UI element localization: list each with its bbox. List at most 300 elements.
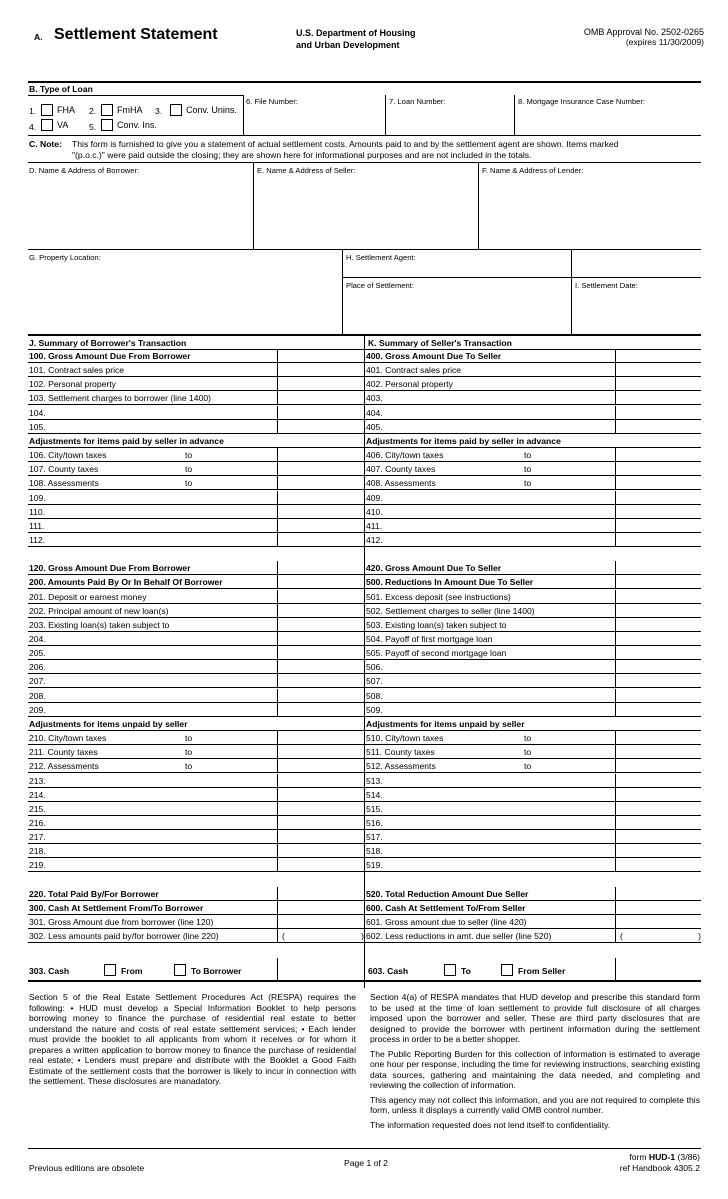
row-label: 519. <box>366 860 383 871</box>
amount-field[interactable] <box>277 802 365 815</box>
seller-cash-to-checkbox[interactable] <box>444 964 456 976</box>
form-date: (3/86) <box>677 1152 700 1162</box>
previous-editions-note: Previous editions are obsolete <box>29 1163 145 1173</box>
amount-field[interactable] <box>277 660 365 673</box>
amount-field[interactable] <box>615 901 702 914</box>
row-label: 219. <box>29 860 46 871</box>
table-row <box>28 901 364 915</box>
spacer-row <box>28 873 364 887</box>
row-label: 403. <box>366 393 383 404</box>
row-label: 520. Total Reduction Amount Due Seller <box>366 888 529 899</box>
row-label: 404. <box>366 407 383 418</box>
table-row <box>28 759 364 773</box>
to-label: to <box>185 450 193 461</box>
amount-field[interactable] <box>277 406 365 419</box>
page-number: Page 1 of 2 <box>344 1158 388 1168</box>
table-row <box>365 816 701 830</box>
rule <box>28 135 701 136</box>
row-label: 103. Settlement charges to borrower (line 1400) <box>29 393 212 404</box>
loan-option-num: 3. <box>155 106 163 116</box>
table-row <box>28 618 364 632</box>
amount-field[interactable] <box>277 703 365 716</box>
amount-field[interactable] <box>615 674 702 687</box>
fmha-checkbox[interactable] <box>101 104 113 116</box>
amount-field[interactable] <box>277 575 365 588</box>
amount-field[interactable] <box>277 462 365 475</box>
page-title: Settlement Statement <box>54 26 218 43</box>
bottom-rule <box>28 1148 701 1149</box>
close-paren: ) <box>698 931 701 942</box>
table-row <box>365 830 701 844</box>
seller-address-label: E. Name & Address of Seller: <box>257 166 356 175</box>
borrower-address-label: D. Name & Address of Borrower: <box>29 166 140 175</box>
amount-field[interactable] <box>277 448 365 461</box>
amount-field[interactable] <box>277 561 365 574</box>
row-label: 202. Principal amount of new loan(s) <box>29 605 169 616</box>
amount-field[interactable] <box>615 646 702 659</box>
rule <box>28 162 701 163</box>
row-label: Adjustments for items paid by seller in advance <box>366 435 561 446</box>
amount-field[interactable] <box>615 816 702 829</box>
amount-field[interactable] <box>277 774 365 787</box>
table-row <box>365 561 701 575</box>
row-label: 420. Gross Amount Due To Seller <box>366 563 502 574</box>
borrower-cash-amount[interactable] <box>278 958 364 979</box>
table-row <box>365 519 701 533</box>
row-label: 209. <box>29 704 46 715</box>
amount-field[interactable] <box>277 420 365 433</box>
row-label: 507. <box>366 676 383 687</box>
loan-number-label: 7. Loan Number: <box>389 97 446 106</box>
table-row <box>365 377 701 391</box>
amount-field[interactable] <box>277 858 365 871</box>
amount-field[interactable] <box>277 505 365 518</box>
amount-field[interactable] <box>615 406 702 419</box>
table-row <box>365 575 701 589</box>
row-label: 408. Assessments <box>366 478 436 489</box>
row-label: 300. Cash At Settlement From/To Borrower <box>29 902 204 913</box>
amount-field[interactable] <box>615 731 702 744</box>
row-label: 205. <box>29 648 46 659</box>
row-label: 516. <box>366 817 383 828</box>
amount-field[interactable] <box>615 561 702 574</box>
file-number-label: 6. File Number: <box>246 97 298 106</box>
row-label: 412. <box>366 534 383 545</box>
amount-field[interactable] <box>615 759 702 772</box>
row-label: 104. <box>29 407 46 418</box>
row-label: 207. <box>29 676 46 687</box>
table-row <box>365 476 701 490</box>
table-row <box>28 660 364 674</box>
conv-unins-label: Conv. Unins. <box>186 105 237 115</box>
seller-summary-title: K. Summary of Seller's Transaction <box>368 338 512 348</box>
amount-field[interactable] <box>277 391 365 404</box>
table-row <box>365 844 701 858</box>
table-row <box>28 462 364 476</box>
row-label: 601. Gross amount due to seller (line 420) <box>366 917 527 927</box>
fha-label: FHA <box>57 105 75 115</box>
amount-field[interactable] <box>277 533 365 546</box>
amount-field[interactable] <box>615 830 702 843</box>
row-label: 210. City/town taxes <box>29 733 107 744</box>
row-label: 517. <box>366 832 383 843</box>
row-label: 409. <box>366 492 383 503</box>
amount-field[interactable] <box>615 476 702 489</box>
table-row <box>365 462 701 476</box>
table-row <box>365 349 701 363</box>
row-label: 216. <box>29 817 46 828</box>
amount-field[interactable] <box>277 731 365 744</box>
fha-checkbox[interactable] <box>41 104 53 116</box>
table-row <box>28 505 364 519</box>
table-row <box>365 717 701 731</box>
amount-field[interactable] <box>615 915 702 928</box>
row-label: 506. <box>366 662 383 673</box>
amount-field[interactable] <box>615 519 702 532</box>
amount-field[interactable] <box>615 575 702 588</box>
table-row <box>365 448 701 462</box>
place-of-settlement-label: Place of Settlement: <box>346 281 414 290</box>
table-row <box>365 731 701 745</box>
amount-field[interactable] <box>615 363 702 376</box>
row-label: 203. Existing loan(s) taken subject to <box>29 619 170 630</box>
top-rule <box>28 81 701 83</box>
table-row <box>28 915 364 929</box>
row-label: 602. Less reductions in amt. due seller (line 520) <box>366 931 552 942</box>
amount-field[interactable] <box>277 604 365 617</box>
row-label: 200. Amounts Paid By Or In Behalf Of Borrower <box>29 577 223 588</box>
row-label: 111. <box>29 520 45 531</box>
rule <box>571 249 572 277</box>
table-row <box>28 363 364 377</box>
borrower-cash-label: 303. Cash <box>29 966 70 976</box>
table-row <box>28 887 364 901</box>
amount-field[interactable] <box>615 632 702 645</box>
table-row <box>28 674 364 688</box>
amount-field[interactable] <box>615 533 702 546</box>
table-row <box>365 505 701 519</box>
place-of-settlement-field[interactable] <box>343 291 571 333</box>
amount-field[interactable] <box>277 745 365 758</box>
conv-ins-checkbox[interactable] <box>101 119 113 131</box>
form-name: HUD-1 <box>648 1152 676 1162</box>
dept-line1: U.S. Department of Housing <box>296 28 416 38</box>
table-row <box>28 391 364 405</box>
open-paren: ( <box>620 931 623 942</box>
to-label: to <box>524 747 532 758</box>
amount-field[interactable] <box>615 448 702 461</box>
amount-field[interactable] <box>277 788 365 801</box>
amount-field[interactable] <box>615 420 702 433</box>
amount-field[interactable] <box>277 632 365 645</box>
amount-field[interactable] <box>277 689 365 702</box>
amount-field[interactable] <box>615 505 702 518</box>
table-row <box>28 377 364 391</box>
table-row <box>28 788 364 802</box>
lender-address-field[interactable] <box>479 176 701 248</box>
table-row <box>28 689 364 703</box>
amount-field[interactable] <box>277 844 365 857</box>
table-row <box>28 349 364 363</box>
amount-field[interactable] <box>277 887 365 900</box>
lender-address-label: F. Name & Address of Lender: <box>482 166 584 175</box>
amount-field[interactable] <box>615 660 702 673</box>
table-row <box>28 830 364 844</box>
table-row <box>28 604 364 618</box>
seller-address-field[interactable] <box>254 176 478 248</box>
table-row <box>28 590 364 604</box>
row-label: 513. <box>366 775 383 786</box>
conv-unins-checkbox[interactable] <box>170 104 182 116</box>
to-label: to <box>524 450 532 461</box>
table-row <box>365 774 701 788</box>
seller-cash-from-checkbox[interactable] <box>501 964 513 976</box>
row-label: 410. <box>366 506 383 517</box>
to-label: to <box>524 733 532 744</box>
table-row <box>28 533 364 547</box>
property-location-label: G. Property Location: <box>29 253 101 262</box>
table-row <box>365 604 701 618</box>
row-label: 218. <box>29 846 46 857</box>
table-row <box>365 674 701 688</box>
seller-cash-amount[interactable] <box>616 958 701 979</box>
form-id <box>629 1152 700 1162</box>
table-row <box>28 858 364 872</box>
borrower-cash-from-label: From <box>121 966 143 976</box>
borrower-cash-to-checkbox[interactable] <box>174 964 186 976</box>
amount-field[interactable] <box>615 788 702 801</box>
table-row <box>28 745 364 759</box>
row-label: 213. <box>29 775 46 786</box>
table-row <box>28 420 364 434</box>
row-label: 301. Gross Amount due from borrower (line 120) <box>29 917 214 927</box>
table-row <box>365 929 701 943</box>
row-label: 509. <box>366 704 383 715</box>
loan-option-num: 5. <box>89 122 97 132</box>
row-label: 208. <box>29 690 46 701</box>
table-row <box>28 561 364 575</box>
amount-field[interactable] <box>277 590 365 603</box>
row-label: Adjustments for items unpaid by seller <box>366 718 525 729</box>
amount-field[interactable] <box>277 830 365 843</box>
amount-field[interactable] <box>615 858 702 871</box>
row-label: 120. Gross Amount Due From Borrower <box>29 563 191 574</box>
table-row <box>28 406 364 420</box>
rule <box>28 980 701 982</box>
row-label: 212. Assessments <box>29 761 99 772</box>
table-row <box>28 448 364 462</box>
rule <box>28 249 701 250</box>
table-row <box>365 646 701 660</box>
amount-field[interactable] <box>277 363 365 376</box>
spacer-row <box>365 547 701 561</box>
row-label: 107. County taxes <box>29 464 99 475</box>
type-of-loan-heading: B. Type of Loan <box>29 84 93 94</box>
borrower-cash-from-checkbox[interactable] <box>104 964 116 976</box>
respa-section5-text: Section 5 of the Real Estate Settlement Procedures Act (RESPA) requires the following: • HUD must develop a Special Information Booklet to help persons borrowing money to finance the purchase of residential real estate to better understand the nature and costs of real estate settlement services; • Each lender must provide the booklet to all applicants from whom it receives or for whom it prepares a written application to borrow money to finance the purchase of residential real estate; • Lenders must prepare and distribute with the Booklet a Good Faith Estimate of the settlement costs that the borrower is likely to incur in connection with the settlement. These disclosures are manadatory. <box>29 992 356 1086</box>
to-label: to <box>524 464 532 475</box>
row-label: 109. <box>29 492 46 503</box>
row-label: 501. Excess deposit (see instructions) <box>366 591 511 602</box>
table-row <box>365 802 701 816</box>
amount-field[interactable] <box>615 377 702 390</box>
amount-field[interactable] <box>277 929 365 942</box>
amount-field[interactable] <box>277 674 365 687</box>
table-row <box>28 731 364 745</box>
table-row <box>365 533 701 547</box>
settlement-agent-field[interactable] <box>343 263 571 276</box>
amount-field[interactable] <box>277 349 365 362</box>
property-location-field[interactable] <box>28 263 342 333</box>
amount-field[interactable] <box>615 929 702 942</box>
respa-section4-text: Section 4(a) of RESPA mandates that HUD develop and prescribe this standard form to be used at the time of loan settlement to provide full disclosure of all charges imposed upon the borrower and seller. These are third party disclosures that are designed to provide the borrower with pertinent information during the settlement process in order to be a better shopper. The Public Reporting Burden for this collection of information is estimated to average one hour per response, including the time for reviewing instructions, searching existing data sources, gathering and maintaining the data needed, and completing and reviewing the collection of information. This agency may not collect this information, and you are not required to complete this form, unless it displays a currently valid OMB control number. The information requested does not lend itself to confidentiality. <box>370 992 700 1130</box>
row-label: 206. <box>29 662 46 673</box>
table-row <box>28 717 364 731</box>
row-label: 402. Personal property <box>366 379 453 390</box>
row-label: 401. Contract sales price <box>366 365 462 376</box>
amount-field[interactable] <box>277 476 365 489</box>
row-label: 511. County taxes <box>366 747 435 758</box>
amount-field[interactable] <box>615 618 702 631</box>
amount-field[interactable] <box>277 759 365 772</box>
table-row <box>28 816 364 830</box>
table-row <box>365 915 701 929</box>
settlement-date-label: I. Settlement Date: <box>575 281 638 290</box>
file-loan-number-fields[interactable] <box>243 106 701 135</box>
va-checkbox[interactable] <box>41 119 53 131</box>
to-label: to <box>185 747 193 758</box>
settlement-agent-label: H. Settlement Agent: <box>346 253 416 262</box>
table-row <box>365 391 701 405</box>
amount-field[interactable] <box>615 703 702 716</box>
table-row <box>365 660 701 674</box>
row-label: 515. <box>366 803 383 814</box>
row-label: 406. City/town taxes <box>366 450 444 461</box>
note-line1: This form is furnished to give you a statement of actual settlement costs. Amounts paid to and by the settlement agent are shown. Items marked <box>72 139 619 149</box>
table-row <box>28 434 364 448</box>
row-label: 514. <box>366 789 383 800</box>
table-row <box>365 590 701 604</box>
amount-field[interactable] <box>615 774 702 787</box>
table-row <box>28 575 364 589</box>
table-row <box>365 887 701 901</box>
to-label: to <box>524 478 532 489</box>
row-label: 220. Total Paid By/For Borrower <box>29 888 159 899</box>
row-label: 405. <box>366 421 383 432</box>
mortgage-case-label: 8. Mortgage Insurance Case Number: <box>518 97 646 106</box>
amount-field[interactable] <box>615 391 702 404</box>
loan-option-num: 2. <box>89 106 97 116</box>
amount-field[interactable] <box>615 349 702 362</box>
amount-field[interactable] <box>277 491 365 504</box>
table-row <box>365 618 701 632</box>
fmha-label: FmHA <box>117 105 143 115</box>
omb-approval: OMB Approval No. 2502-0265 <box>583 27 704 37</box>
seller-cash-to-label: To <box>461 966 471 976</box>
dept-line2: and Urban Development <box>296 40 400 50</box>
row-label: 102. Personal property <box>29 379 116 390</box>
table-row <box>365 420 701 434</box>
amount-field[interactable] <box>615 590 702 603</box>
seller-cash-label: 603. Cash <box>368 966 409 976</box>
table-row <box>365 406 701 420</box>
table-row <box>28 802 364 816</box>
row-label: 101. Contract sales price <box>29 365 125 376</box>
table-row <box>365 901 701 915</box>
seller-cash-from-label: From Seller <box>518 966 566 976</box>
amount-field[interactable] <box>615 491 702 504</box>
table-row <box>365 491 701 505</box>
settlement-date-field[interactable] <box>572 291 701 333</box>
row-label: 407. County taxes <box>366 464 436 475</box>
amount-field[interactable] <box>615 462 702 475</box>
spacer-row <box>365 873 701 887</box>
row-label: 503. Existing loan(s) taken subject to <box>366 619 507 630</box>
amount-field[interactable] <box>277 816 365 829</box>
amount-field[interactable] <box>615 604 702 617</box>
to-label: to <box>185 761 193 772</box>
conv-ins-label: Conv. Ins. <box>117 120 157 130</box>
table-row <box>365 788 701 802</box>
handbook-ref: ref Handbook 4305.2 <box>619 1163 700 1173</box>
row-label: 217. <box>29 832 46 843</box>
table-row <box>28 774 364 788</box>
amount-field[interactable] <box>615 689 702 702</box>
row-label: 600. Cash At Settlement To/From Seller <box>366 902 526 913</box>
row-label: 512. Assessments <box>366 761 436 772</box>
to-label: to <box>185 733 193 744</box>
spacer-row <box>28 547 364 561</box>
borrower-summary-title: J. Summary of Borrower's Transaction <box>29 338 187 348</box>
table-row <box>365 363 701 377</box>
table-row <box>365 632 701 646</box>
section-letter-a: A. <box>34 32 43 42</box>
row-label: 400. Gross Amount Due To Seller <box>366 351 502 361</box>
row-label: 204. <box>29 634 46 644</box>
amount-field[interactable] <box>277 618 365 631</box>
table-row <box>365 703 701 717</box>
amount-field[interactable] <box>615 802 702 815</box>
row-label: 508. <box>366 690 383 701</box>
table-row <box>365 434 701 448</box>
amount-field[interactable] <box>277 377 365 390</box>
to-label: to <box>524 761 532 772</box>
amount-field[interactable] <box>615 844 702 857</box>
amount-field[interactable] <box>277 901 365 914</box>
amount-field[interactable] <box>277 519 365 532</box>
row-label: 110. <box>29 506 46 517</box>
amount-field[interactable] <box>277 915 365 928</box>
row-label: 100. Gross Amount Due From Borrower <box>29 351 191 361</box>
table-row <box>28 519 364 533</box>
amount-field[interactable] <box>615 745 702 758</box>
row-label: 518. <box>366 846 383 857</box>
rule <box>28 95 243 96</box>
table-row <box>365 858 701 872</box>
row-label: 505. Payoff of second mortgage loan <box>366 648 507 659</box>
amount-field[interactable] <box>615 887 702 900</box>
rule <box>342 277 701 278</box>
loan-option-num: 1. <box>29 106 37 116</box>
row-label: 500. Reductions In Amount Due To Seller <box>366 577 534 588</box>
amount-field[interactable] <box>277 646 365 659</box>
close-paren: ) <box>361 931 364 942</box>
omb-expiry: (expires 11/30/2009) <box>625 37 704 47</box>
open-paren: ( <box>282 931 285 942</box>
borrower-address-field[interactable] <box>28 176 253 248</box>
note-label: C. Note: <box>29 139 62 149</box>
row-label: 106. City/town taxes <box>29 450 107 461</box>
